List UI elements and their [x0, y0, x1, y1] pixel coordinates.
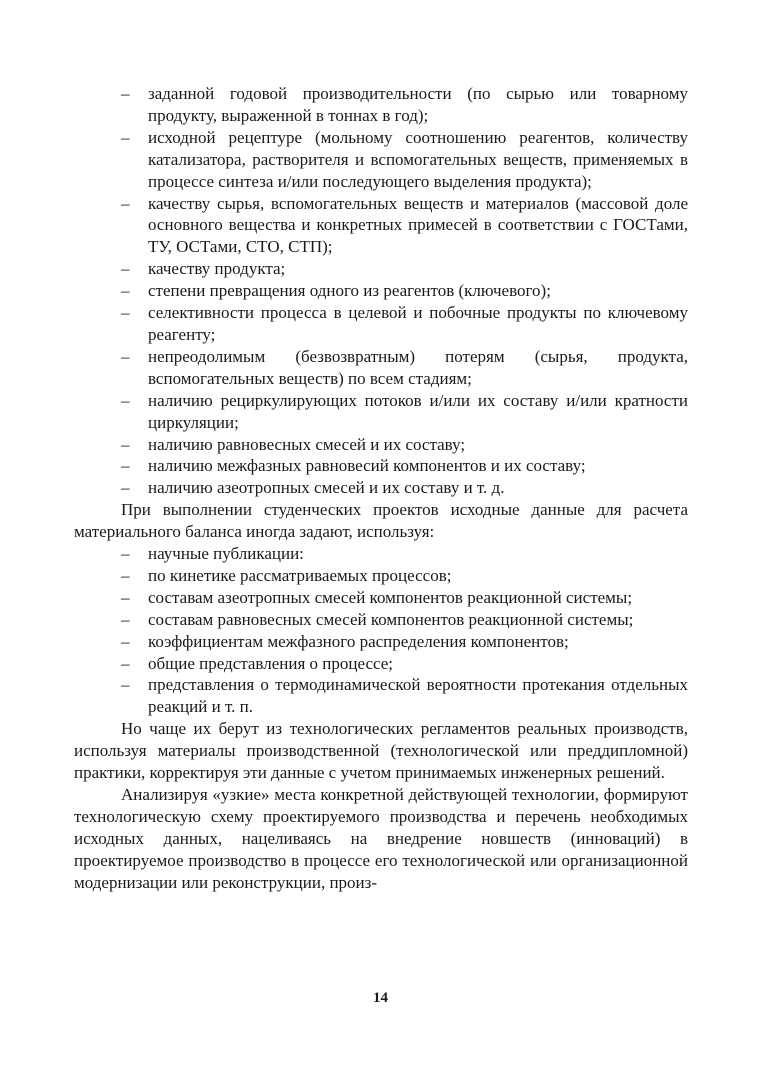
- list-dash: –: [121, 303, 130, 323]
- page-text: [74, 83, 688, 894]
- list-dash: –: [121, 390, 130, 410]
- list-dash: –: [121, 434, 130, 454]
- list-dash: –: [121, 609, 130, 629]
- list-dash: –: [121, 193, 130, 213]
- list-item: [74, 302, 688, 346]
- list-dash: –: [121, 456, 130, 476]
- list-item-text: составам равновесных смесей компонентов реакционной системы;: [148, 609, 634, 629]
- list-dash: –: [121, 346, 130, 366]
- list-dash: –: [121, 587, 130, 607]
- list-item-text: научные публикации:: [148, 544, 304, 564]
- list-item-text: составам азеотропных смесей компонентов реакционной системы;: [148, 587, 633, 607]
- requirements-list: [74, 83, 688, 499]
- list-dash: –: [121, 259, 130, 279]
- list-item: [74, 674, 688, 718]
- list-dash: –: [121, 675, 130, 695]
- list-item-text: качеству сырья, вспомогательных веществ и материалов (массовой доле основного вещества и конкретных примесей в соответствии с ГОСТами, ТУ, ОСТами, СТО, СТП);: [148, 193, 688, 257]
- list-item-text: качеству продукта;: [148, 259, 286, 279]
- list-item-text: степени превращения одного из реагентов (ключевого);: [148, 281, 551, 301]
- paragraph: При выполнении студенческих проектов исходные данные для расчета материального баланса иногда задают, используя:: [74, 500, 688, 542]
- list-item: [74, 127, 688, 193]
- list-dash: –: [121, 478, 130, 498]
- page-number: 14: [373, 990, 388, 1006]
- list-item: [74, 653, 688, 675]
- list-item: [74, 631, 688, 653]
- list-item-text: заданной годовой производительности (по сырью или товарному продукту, выраженной в тоннах в год);: [148, 84, 688, 125]
- list-item: [74, 280, 688, 302]
- list-item: [74, 434, 688, 456]
- list-item-text: представления о термодинамической вероятности протекания отдельных реакций и т. п.: [148, 675, 688, 717]
- list-dash: –: [121, 127, 130, 147]
- list-item: [74, 390, 688, 434]
- list-item-text: наличию азеотропных смесей и их составу и т. д.: [148, 478, 505, 498]
- list-item-text: наличию межфазных равновесий компонентов и их составу;: [148, 456, 586, 476]
- list-dash: –: [121, 544, 130, 564]
- list-item: [74, 346, 688, 390]
- list-item: [74, 258, 688, 280]
- list-item-text: исходной рецептуре (мольному соотношению реагентов, количеству катализатора, растворителя и вспомогательных веществ, применяемых в процессе синтеза и/или последующего выделения продукта);: [148, 127, 688, 191]
- list-dash: –: [121, 281, 130, 301]
- list-item: [74, 193, 688, 259]
- list-item: [74, 587, 688, 609]
- list-item-text: непреодолимым (безвозвратным) потерям (сырья, продукта, вспомогательных веществ) по всем стадиям;: [148, 346, 688, 388]
- list-dash: –: [121, 653, 130, 673]
- list-item: [74, 455, 688, 477]
- list-item: [74, 477, 688, 499]
- paragraph: Но чаще их берут из технологических регламентов реальных производств, используя материалы производственной (технологической или преддипломной) практики, корректируя эти данные с учетом принимаемых инженерных решений.: [74, 719, 688, 783]
- list-item: [74, 609, 688, 631]
- list-dash: –: [121, 565, 130, 585]
- sources-list: [74, 543, 688, 718]
- list-item-text: общие представления о процессе;: [148, 653, 394, 673]
- list-item-text: наличию равновесных смесей и их составу;: [148, 434, 466, 454]
- paragraph: Анализируя «узкие» места конкретной действующей технологии, формируют технологическую схему проектируемого производства и перечень необходимых исходных данных, нацеливаясь на внедрение новшеств (инноваций) в проектируемое производство в процессе его технологической или организационной модернизации или реконструкции, произ-: [74, 785, 688, 892]
- list-item: [74, 83, 688, 127]
- list-item-text: коэффициентам межфазного распределения компонентов;: [148, 631, 569, 651]
- list-dash: –: [121, 631, 130, 651]
- list-item: [74, 543, 688, 565]
- list-item: [74, 565, 688, 587]
- list-item-text: по кинетике рассматриваемых процессов;: [148, 565, 452, 585]
- list-item-text: селективности процесса в целевой и побочные продукты по ключевому реагенту;: [148, 303, 688, 344]
- list-dash: –: [121, 84, 130, 103]
- list-item-text: наличию рециркулирующих потоков и/или их составу и/или кратности циркуляции;: [148, 390, 688, 432]
